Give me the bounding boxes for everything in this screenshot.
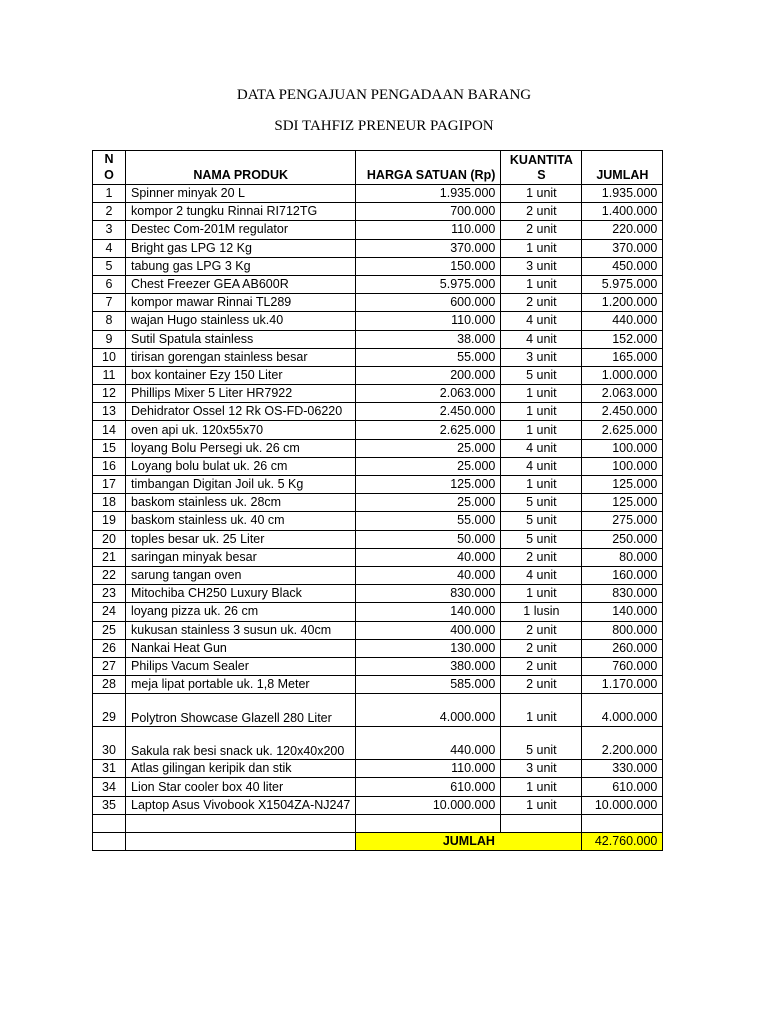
- cell-no: 31: [93, 760, 126, 778]
- cell-kuantitas: 2 unit: [501, 639, 582, 657]
- cell-jumlah: 440.000: [582, 312, 663, 330]
- table-row: [93, 621, 663, 639]
- cell-harga-satuan: 700.000: [356, 203, 501, 221]
- cell-kuantitas: 5 unit: [501, 366, 582, 384]
- cell-harga-satuan: 125.000: [356, 476, 501, 494]
- empty-cell: [582, 814, 663, 832]
- cell-jumlah: 760.000: [582, 657, 663, 675]
- cell-nama-produk: saringan minyak besar: [126, 548, 356, 566]
- cell-jumlah: 370.000: [582, 239, 663, 257]
- cell-no: 27: [93, 657, 126, 675]
- cell-no: 18: [93, 494, 126, 512]
- empty-cell: [126, 833, 356, 851]
- cell-no: 9: [93, 330, 126, 348]
- cell-jumlah: 220.000: [582, 221, 663, 239]
- cell-jumlah: 450.000: [582, 257, 663, 275]
- total-label: JUMLAH: [356, 833, 582, 851]
- cell-kuantitas: 1 unit: [501, 421, 582, 439]
- table-row: [93, 403, 663, 421]
- cell-jumlah: 1.935.000: [582, 185, 663, 203]
- table-row: [93, 439, 663, 457]
- cell-no: 34: [93, 778, 126, 796]
- cell-no: 14: [93, 421, 126, 439]
- table-row: [93, 476, 663, 494]
- cell-nama-produk: Sutil Spatula stainless: [126, 330, 356, 348]
- cell-harga-satuan: 25.000: [356, 494, 501, 512]
- cell-harga-satuan: 2.625.000: [356, 421, 501, 439]
- cell-jumlah: 2.450.000: [582, 403, 663, 421]
- cell-nama-produk: Sakula rak besi snack uk. 120x40x200: [126, 727, 356, 760]
- cell-kuantitas: 3 unit: [501, 257, 582, 275]
- cell-nama-produk: loyang pizza uk. 26 cm: [126, 603, 356, 621]
- cell-harga-satuan: 38.000: [356, 330, 501, 348]
- cell-jumlah: 100.000: [582, 457, 663, 475]
- cell-jumlah: 260.000: [582, 639, 663, 657]
- cell-harga-satuan: 2.063.000: [356, 385, 501, 403]
- cell-harga-satuan: 610.000: [356, 778, 501, 796]
- cell-harga-satuan: 600.000: [356, 294, 501, 312]
- cell-jumlah: 4.000.000: [582, 694, 663, 727]
- cell-nama-produk: Polytron Showcase Glazell 280 Liter: [126, 694, 356, 727]
- cell-harga-satuan: 2.450.000: [356, 403, 501, 421]
- cell-no: 3: [93, 221, 126, 239]
- cell-harga-satuan: 110.000: [356, 312, 501, 330]
- cell-jumlah: 1.200.000: [582, 294, 663, 312]
- cell-nama-produk: Lion Star cooler box 40 liter: [126, 778, 356, 796]
- cell-harga-satuan: 10.000.000: [356, 796, 501, 814]
- procurement-table: [92, 150, 663, 851]
- cell-nama-produk: Dehidrator Ossel 12 Rk OS-FD-06220: [126, 403, 356, 421]
- cell-no: 22: [93, 566, 126, 584]
- cell-kuantitas: 3 unit: [501, 760, 582, 778]
- cell-harga-satuan: 400.000: [356, 621, 501, 639]
- cell-kuantitas: 4 unit: [501, 457, 582, 475]
- cell-nama-produk: Chest Freezer GEA AB600R: [126, 275, 356, 293]
- cell-no: 19: [93, 512, 126, 530]
- cell-kuantitas: 4 unit: [501, 439, 582, 457]
- table-row: [93, 585, 663, 603]
- empty-cell: [501, 814, 582, 832]
- table-header-row: [93, 151, 663, 185]
- cell-kuantitas: 1 unit: [501, 694, 582, 727]
- table-row: [93, 494, 663, 512]
- cell-nama-produk: Phillips Mixer 5 Liter HR7922: [126, 385, 356, 403]
- cell-harga-satuan: 40.000: [356, 548, 501, 566]
- table-row: [93, 530, 663, 548]
- cell-no: 7: [93, 294, 126, 312]
- cell-kuantitas: 4 unit: [501, 330, 582, 348]
- table-row: [93, 796, 663, 814]
- cell-nama-produk: tabung gas LPG 3 Kg: [126, 257, 356, 275]
- cell-jumlah: 165.000: [582, 348, 663, 366]
- cell-kuantitas: 4 unit: [501, 312, 582, 330]
- table-row: [93, 294, 663, 312]
- cell-jumlah: 152.000: [582, 330, 663, 348]
- cell-kuantitas: 5 unit: [501, 512, 582, 530]
- empty-cell: [356, 814, 501, 832]
- cell-no: 13: [93, 403, 126, 421]
- table-row: [93, 257, 663, 275]
- cell-no: 30: [93, 727, 126, 760]
- table-row: [93, 385, 663, 403]
- cell-no: 20: [93, 530, 126, 548]
- table-row: [93, 603, 663, 621]
- cell-jumlah: 100.000: [582, 439, 663, 457]
- table-row: [93, 348, 663, 366]
- table-row: [93, 566, 663, 584]
- cell-nama-produk: Loyang bolu bulat uk. 26 cm: [126, 457, 356, 475]
- cell-nama-produk: meja lipat portable uk. 1,8 Meter: [126, 676, 356, 694]
- cell-kuantitas: 2 unit: [501, 676, 582, 694]
- cell-no: 26: [93, 639, 126, 657]
- cell-nama-produk: tirisan gorengan stainless besar: [126, 348, 356, 366]
- table-row: [93, 512, 663, 530]
- cell-nama-produk: kukusan stainless 3 susun uk. 40cm: [126, 621, 356, 639]
- table-row: [93, 778, 663, 796]
- cell-nama-produk: Nankai Heat Gun: [126, 639, 356, 657]
- cell-no: 15: [93, 439, 126, 457]
- table-row: [93, 203, 663, 221]
- cell-no: 10: [93, 348, 126, 366]
- cell-jumlah: 5.975.000: [582, 275, 663, 293]
- table-row: [93, 330, 663, 348]
- empty-cell: [126, 814, 356, 832]
- cell-harga-satuan: 200.000: [356, 366, 501, 384]
- table-row: [93, 239, 663, 257]
- cell-nama-produk: Bright gas LPG 12 Kg: [126, 239, 356, 257]
- cell-nama-produk: kompor 2 tungku Rinnai RI712TG: [126, 203, 356, 221]
- cell-harga-satuan: 150.000: [356, 257, 501, 275]
- cell-kuantitas: 1 unit: [501, 275, 582, 293]
- cell-harga-satuan: 50.000: [356, 530, 501, 548]
- cell-kuantitas: 3 unit: [501, 348, 582, 366]
- cell-jumlah: 10.000.000: [582, 796, 663, 814]
- cell-jumlah: 250.000: [582, 530, 663, 548]
- cell-no: 8: [93, 312, 126, 330]
- cell-kuantitas: 1 unit: [501, 585, 582, 603]
- cell-jumlah: 1.400.000: [582, 203, 663, 221]
- cell-kuantitas: 1 unit: [501, 185, 582, 203]
- cell-kuantitas: 4 unit: [501, 566, 582, 584]
- cell-nama-produk: wajan Hugo stainless uk.40: [126, 312, 356, 330]
- cell-nama-produk: Laptop Asus Vivobook X1504ZA-NJ247: [126, 796, 356, 814]
- cell-nama-produk: toples besar uk. 25 Liter: [126, 530, 356, 548]
- cell-harga-satuan: 110.000: [356, 221, 501, 239]
- cell-kuantitas: 2 unit: [501, 657, 582, 675]
- table-row: [93, 421, 663, 439]
- cell-kuantitas: 2 unit: [501, 221, 582, 239]
- cell-nama-produk: sarung tangan oven: [126, 566, 356, 584]
- table-row: [93, 275, 663, 293]
- table-row: [93, 221, 663, 239]
- table-row: [93, 312, 663, 330]
- cell-nama-produk: Destec Com-201M regulator: [126, 221, 356, 239]
- empty-cell: [93, 814, 126, 832]
- cell-harga-satuan: 370.000: [356, 239, 501, 257]
- document-title: DATA PENGAJUAN PENGADAAN BARANG: [236, 87, 532, 103]
- table-row: [93, 366, 663, 384]
- cell-nama-produk: box kontainer Ezy 150 Liter: [126, 366, 356, 384]
- cell-jumlah: 330.000: [582, 760, 663, 778]
- cell-nama-produk: timbangan Digitan Joil uk. 5 Kg: [126, 476, 356, 494]
- total-value: 42.760.000: [582, 833, 663, 851]
- empty-row: [93, 814, 663, 832]
- cell-no: 28: [93, 676, 126, 694]
- table-row: [93, 657, 663, 675]
- cell-harga-satuan: 40.000: [356, 566, 501, 584]
- cell-harga-satuan: 140.000: [356, 603, 501, 621]
- cell-no: 29: [93, 694, 126, 727]
- cell-harga-satuan: 1.935.000: [356, 185, 501, 203]
- cell-nama-produk: baskom stainless uk. 40 cm: [126, 512, 356, 530]
- cell-jumlah: 2.063.000: [582, 385, 663, 403]
- cell-nama-produk: loyang Bolu Persegi uk. 26 cm: [126, 439, 356, 457]
- cell-harga-satuan: 830.000: [356, 585, 501, 603]
- cell-kuantitas: 1 unit: [501, 239, 582, 257]
- cell-harga-satuan: 130.000: [356, 639, 501, 657]
- cell-no: 2: [93, 203, 126, 221]
- cell-no: 16: [93, 457, 126, 475]
- cell-no: 24: [93, 603, 126, 621]
- cell-jumlah: 830.000: [582, 585, 663, 603]
- cell-kuantitas: 1 unit: [501, 403, 582, 421]
- cell-jumlah: 160.000: [582, 566, 663, 584]
- cell-jumlah: 125.000: [582, 494, 663, 512]
- header-no: N O: [93, 151, 126, 185]
- table-row: [93, 727, 663, 760]
- cell-nama-produk: oven api uk. 120x55x70: [126, 421, 356, 439]
- cell-jumlah: 2.200.000: [582, 727, 663, 760]
- cell-kuantitas: 1 unit: [501, 385, 582, 403]
- table-row: [93, 548, 663, 566]
- cell-no: 1: [93, 185, 126, 203]
- cell-nama-produk: Philips Vacum Sealer: [126, 657, 356, 675]
- cell-no: 6: [93, 275, 126, 293]
- cell-no: 35: [93, 796, 126, 814]
- cell-kuantitas: 2 unit: [501, 294, 582, 312]
- header-nama-produk: NAMA PRODUK: [126, 151, 356, 185]
- cell-kuantitas: 2 unit: [501, 621, 582, 639]
- cell-kuantitas: 2 unit: [501, 548, 582, 566]
- cell-jumlah: 140.000: [582, 603, 663, 621]
- cell-no: 23: [93, 585, 126, 603]
- table-row: [93, 185, 663, 203]
- cell-jumlah: 1.000.000: [582, 366, 663, 384]
- cell-harga-satuan: 585.000: [356, 676, 501, 694]
- cell-harga-satuan: 440.000: [356, 727, 501, 760]
- cell-kuantitas: 5 unit: [501, 530, 582, 548]
- cell-jumlah: 275.000: [582, 512, 663, 530]
- cell-kuantitas: 2 unit: [501, 203, 582, 221]
- header-kuantitas: KUANTITAS: [501, 151, 582, 185]
- cell-kuantitas: 5 unit: [501, 727, 582, 760]
- cell-no: 11: [93, 366, 126, 384]
- table-row: [93, 676, 663, 694]
- cell-nama-produk: kompor mawar Rinnai TL289: [126, 294, 356, 312]
- cell-nama-produk: baskom stainless uk. 28cm: [126, 494, 356, 512]
- cell-jumlah: 1.170.000: [582, 676, 663, 694]
- total-row: [93, 833, 663, 851]
- header-jumlah: JUMLAH: [582, 151, 663, 185]
- cell-no: 5: [93, 257, 126, 275]
- cell-harga-satuan: 4.000.000: [356, 694, 501, 727]
- cell-no: 25: [93, 621, 126, 639]
- cell-no: 21: [93, 548, 126, 566]
- table-row: [93, 639, 663, 657]
- cell-jumlah: 800.000: [582, 621, 663, 639]
- cell-jumlah: 2.625.000: [582, 421, 663, 439]
- cell-harga-satuan: 55.000: [356, 512, 501, 530]
- cell-jumlah: 125.000: [582, 476, 663, 494]
- cell-harga-satuan: 25.000: [356, 439, 501, 457]
- cell-no: 4: [93, 239, 126, 257]
- cell-nama-produk: Mitochiba CH250 Luxury Black: [126, 585, 356, 603]
- cell-no: 12: [93, 385, 126, 403]
- document-subtitle: SDI TAHFIZ PRENEUR PAGIPON: [274, 118, 494, 134]
- table-row: [93, 760, 663, 778]
- cell-kuantitas: 1 unit: [501, 778, 582, 796]
- cell-jumlah: 610.000: [582, 778, 663, 796]
- cell-harga-satuan: 380.000: [356, 657, 501, 675]
- cell-harga-satuan: 110.000: [356, 760, 501, 778]
- cell-no: 17: [93, 476, 126, 494]
- table-row: [93, 457, 663, 475]
- empty-cell: [93, 833, 126, 851]
- table-row: [93, 694, 663, 727]
- cell-harga-satuan: 25.000: [356, 457, 501, 475]
- cell-kuantitas: 5 unit: [501, 494, 582, 512]
- cell-nama-produk: Atlas gilingan keripik dan stik: [126, 760, 356, 778]
- cell-jumlah: 80.000: [582, 548, 663, 566]
- cell-harga-satuan: 5.975.000: [356, 275, 501, 293]
- cell-harga-satuan: 55.000: [356, 348, 501, 366]
- cell-nama-produk: Spinner minyak 20 L: [126, 185, 356, 203]
- cell-kuantitas: 1 unit: [501, 476, 582, 494]
- cell-kuantitas: 1 lusin: [501, 603, 582, 621]
- header-harga-satuan: HARGA SATUAN (Rp): [356, 151, 501, 185]
- cell-kuantitas: 1 unit: [501, 796, 582, 814]
